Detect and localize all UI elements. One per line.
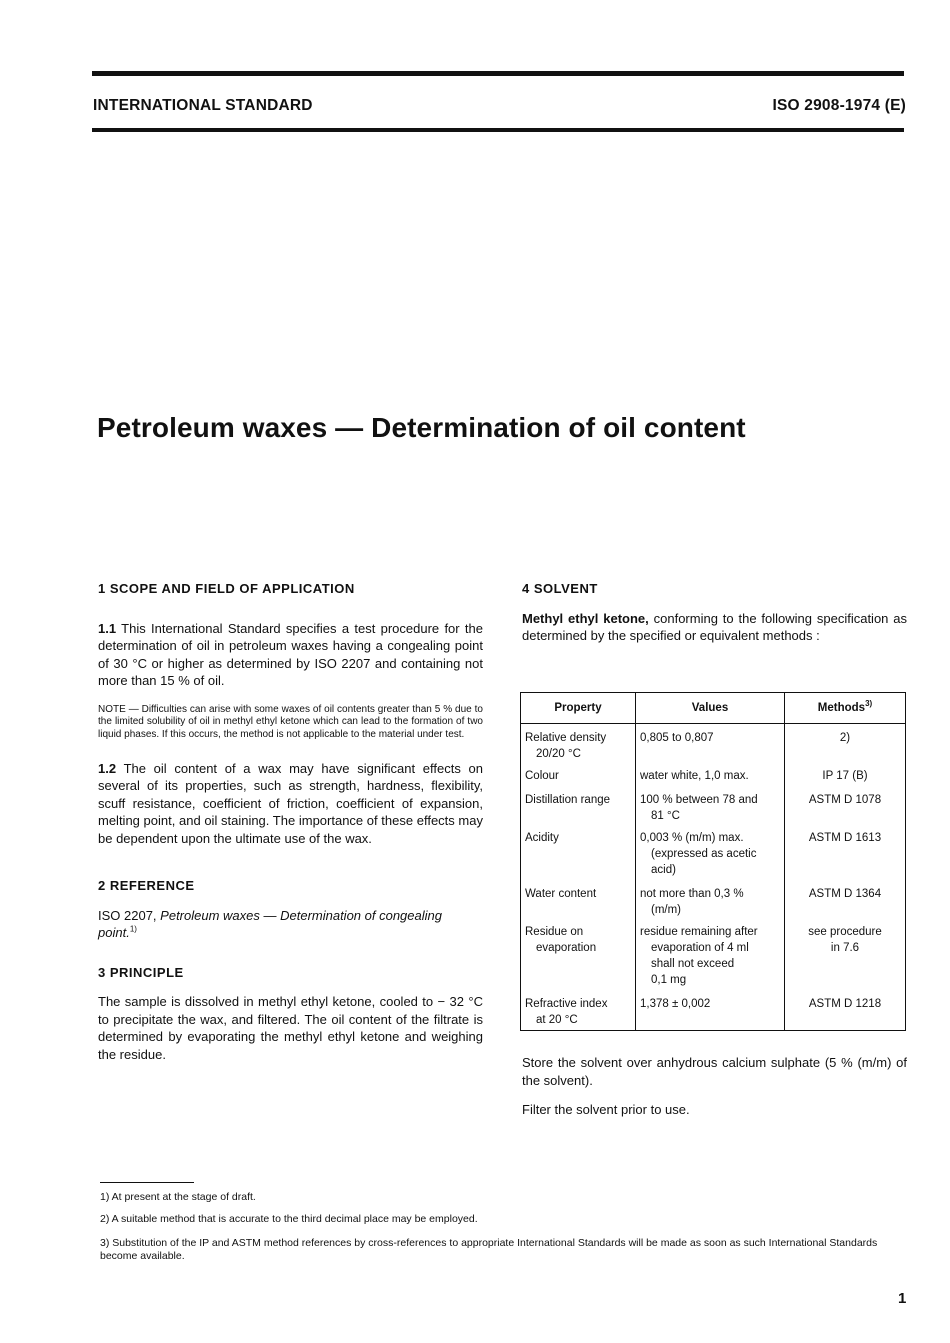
header-property: Property xyxy=(521,693,636,724)
cell-method: ASTM D 1613 xyxy=(785,824,906,880)
section-1-heading: 1 SCOPE AND FIELD OF APPLICATION xyxy=(98,581,355,596)
clause-number: 1.1 xyxy=(98,620,117,636)
reference-title: Petroleum waxes — Determination of congealing point. xyxy=(98,907,442,941)
paragraph-1-2-text: The oil content of a wax may have significant effects on several of its properties, such as strength, hardness, flexibility, scuff resistance, coefficient of friction, coefficient of expansion, melting point, and oil staining. The importance of these effects may be dependent upon the ultimate use of the wax. xyxy=(98,760,483,846)
header-left: INTERNATIONAL STANDARD xyxy=(93,97,313,114)
cell-property: Refractive index at 20 °C xyxy=(521,990,636,1030)
cell-values: water white, 1,0 max. xyxy=(636,762,785,786)
header-right: ISO 2908-1974 (E) xyxy=(772,97,906,114)
table-header-row xyxy=(521,693,906,724)
footnote-3: 3) Substitution of the IP and ASTM method references by cross-references to appropriate International Standards will be made as soon as such International Standards become available. xyxy=(100,1237,878,1262)
paragraph-1-1-text: This International Standard specifies a test procedure for the determination of oil in petroleum waxes having a congealing point of 30 °C or higher as determined by ISO 2207 and containing not more than 15 % of oil. xyxy=(98,620,483,688)
section-4-heading: 4 SOLVENT xyxy=(522,581,598,596)
table-row xyxy=(521,990,906,1030)
solvent-description: conforming to the following specification as determined by the specified or equivalent methods : xyxy=(522,610,907,643)
cell-values: residue remaining after evaporation of 4 ml shall not exceed 0,1 mg xyxy=(636,918,785,990)
reference-code: ISO 2207, xyxy=(98,907,157,923)
cell-method: ASTM D 1364 xyxy=(785,880,906,918)
cell-method: ASTM D 1218 xyxy=(785,990,906,1030)
cell-property: Water content xyxy=(521,880,636,918)
header-bottom-rule xyxy=(92,128,904,132)
cell-values: 0,003 % (m/m) max. (expressed as acetic acid) xyxy=(636,824,785,880)
cell-values: not more than 0,3 % (m/m) xyxy=(636,880,785,918)
note: NOTE — Difficulties can arise with some waxes of oil contents greater than 5 % due to the limited solubility of oil in methyl ethyl ketone which can lead to the formation of two liquid phases. If this occurs, the method is not applicable to the material under test. xyxy=(98,703,483,741)
cell-property: Distillation range xyxy=(521,786,636,824)
cell-values: 0,805 to 0,807 xyxy=(636,724,785,763)
filter-text: Filter the solvent prior to use. xyxy=(522,1102,690,1117)
header-top-rule xyxy=(92,71,904,76)
footnote-ref: 1) xyxy=(129,925,137,935)
left-column xyxy=(98,580,483,1063)
clause-number: 1.2 xyxy=(98,760,117,776)
solvent-intro xyxy=(522,610,907,645)
footnote-1: 1) At present at the stage of draft. xyxy=(100,1191,256,1203)
cell-property: Residue on evaporation xyxy=(521,918,636,990)
table-row xyxy=(521,786,906,824)
store-text: Store the solvent over anhydrous calcium sulphate (5 % (m/m) of the solvent). xyxy=(522,1055,907,1088)
principle-text: The sample is dissolved in methyl ethyl ketone, cooled to − 32 °C to precipitate the wax, and filtered. The oil content of the filtrate is determined by evaporating the methyl ethyl ketone and weighing the residue. xyxy=(98,994,483,1062)
page-number: 1 xyxy=(898,1290,907,1307)
solvent-specification-table xyxy=(520,692,906,1031)
cell-method: see procedure in 7.6 xyxy=(785,918,906,990)
header-methods: Methods$^{3)}$ xyxy=(785,693,906,724)
document-title: Petroleum waxes — Determination of oil content xyxy=(97,412,746,443)
section-3-heading: 3 PRINCIPLE xyxy=(98,964,184,980)
cell-method: 2) xyxy=(785,724,906,763)
section-2-heading: 2 REFERENCE xyxy=(98,878,195,894)
header-values: Values xyxy=(636,693,785,724)
table-row xyxy=(521,762,906,786)
table-row xyxy=(521,918,906,990)
right-column xyxy=(522,580,907,645)
paragraph-1-2 xyxy=(98,760,483,848)
paragraph-1-1 xyxy=(98,620,483,690)
cell-method: IP 17 (B) xyxy=(785,762,906,786)
table-row xyxy=(521,824,906,880)
reference xyxy=(98,907,483,942)
solvent-name: Methyl ethyl ketone, xyxy=(522,610,649,626)
cell-property: Relative density 20/20 °C xyxy=(521,724,636,763)
cell-values: 1,378 ± 0,002 xyxy=(636,990,785,1030)
table-row xyxy=(521,880,906,918)
cell-method: ASTM D 1078 xyxy=(785,786,906,824)
cell-values: 100 % between 78 and 81 °C xyxy=(636,786,785,824)
footnote-2: 2) A suitable method that is accurate to the third decimal place may be employed. xyxy=(100,1213,478,1225)
cell-property: Colour xyxy=(521,762,636,786)
table-row xyxy=(521,724,906,763)
cell-property: Acidity xyxy=(521,824,636,880)
footnote-separator xyxy=(100,1182,194,1183)
solvent-storage xyxy=(522,1054,907,1119)
